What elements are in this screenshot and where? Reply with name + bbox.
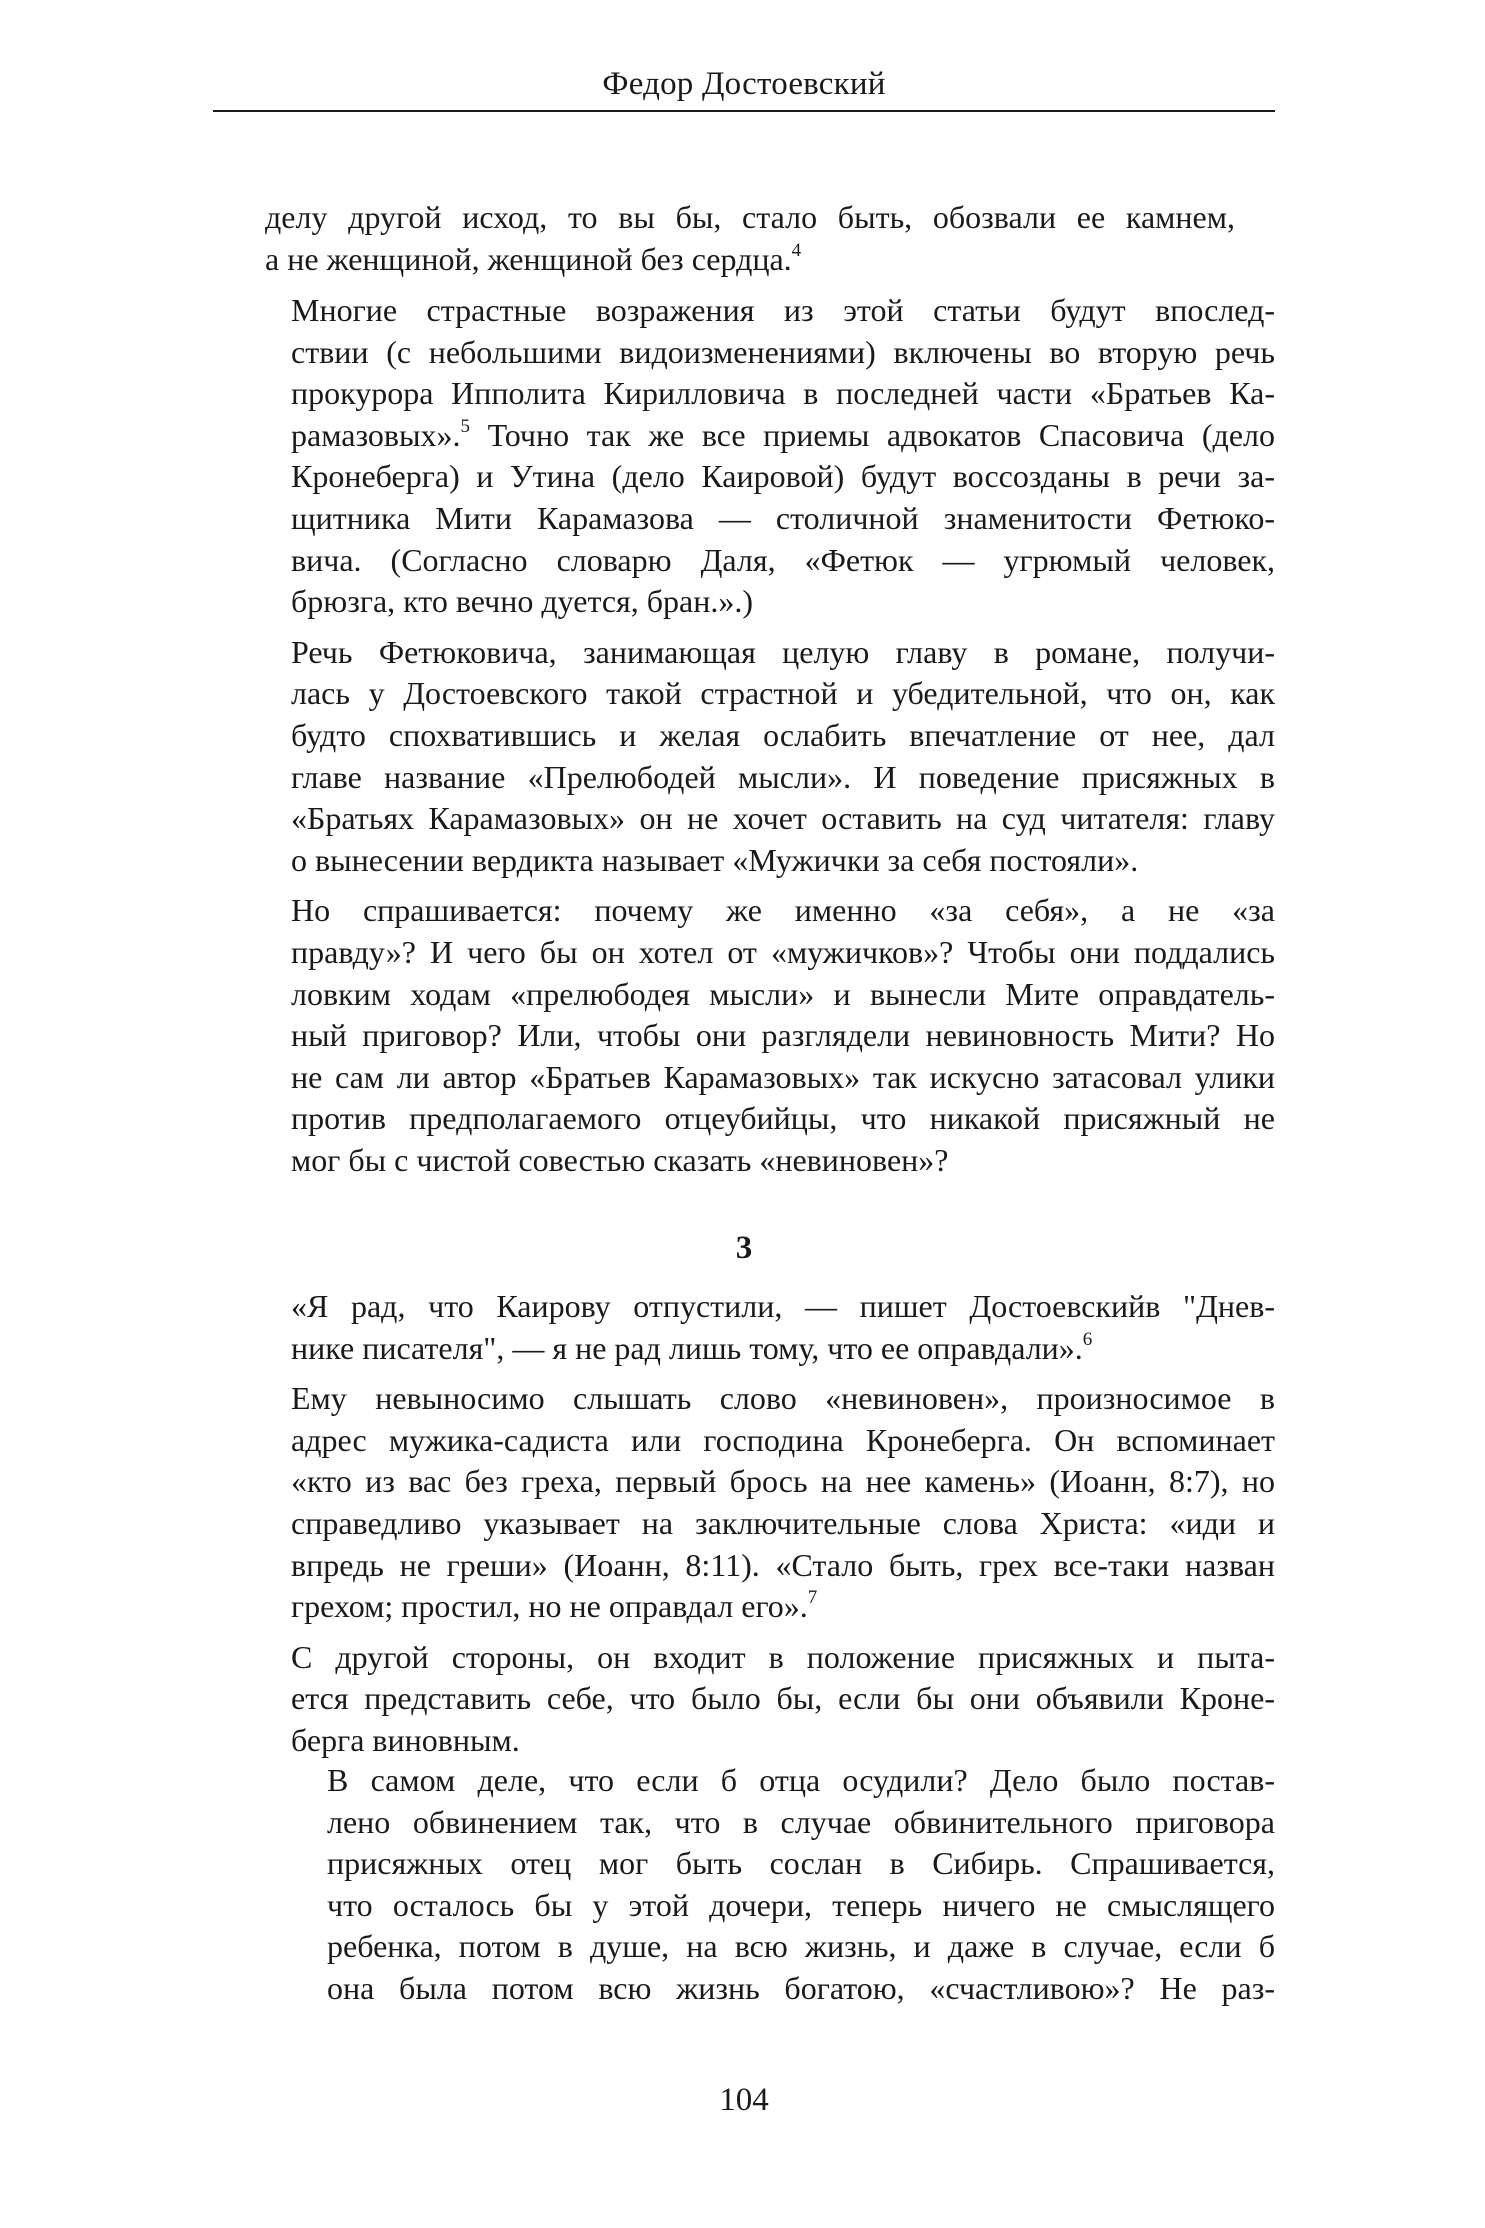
text-fragment: грехом; простил, но не оправдал его». — [291, 1588, 808, 1625]
text-line: «кто из вас без греха, первый брось на нее камень» (Иоанн, 8:7), но — [291, 1463, 1275, 1500]
footnote-marker: 6 — [1082, 1328, 1093, 1350]
text-line: ствии (с небольшими видоизменениями) включены во вторую речь — [291, 333, 1275, 370]
text-fragment: Точно так же все приемы адвокатов Спасовича (дело — [487, 416, 1276, 453]
paragraph — [213, 1378, 1275, 1628]
text-line: «Я рад, что Каирову отпустили, — пишет Достоевскийв "Днев- — [291, 1288, 1275, 1324]
text-line: щитника Мити Карамазова — столичной знаменитости Фетюко- — [291, 499, 1275, 536]
text-line: лено обвинением так, что в случае обвинительного приговора — [327, 1803, 1275, 1840]
footnote-marker: 5 — [460, 415, 470, 437]
page-number: 104 — [719, 2082, 769, 2118]
text-line — [213, 1586, 1275, 1628]
text-line: берга виновным. — [291, 1721, 520, 1758]
text-line: ется представить себе, что было бы, если бы они объявили Кроне- — [291, 1680, 1275, 1717]
text-fragment: нике писателя", — я не рад лишь тому, что ее оправдали». — [291, 1329, 1083, 1366]
text-line — [213, 415, 1275, 457]
text-line: главе название «Прелюбодей мысли». И поведение присяжных в — [291, 758, 1275, 795]
footnote-marker: 7 — [807, 1587, 818, 1609]
text-line: справедливо указывает на заключительные слова Христа: «иди и — [291, 1504, 1275, 1541]
text-line — [265, 239, 1235, 281]
footnote-marker: 4 — [791, 239, 802, 261]
text-line: лась у Достоевского такой страстной и убедительной, что он, как — [291, 675, 1275, 712]
text-line — [213, 1328, 1275, 1370]
text-line: С другой стороны, он входит в положение присяжных и пыта- — [291, 1638, 1275, 1675]
quote-top-paragraph — [265, 197, 1235, 280]
text-line: ребенка, потом в душе, на всю жизнь, и даже в случае, если б — [327, 1928, 1275, 1965]
paragraph — [213, 1637, 1275, 1762]
text-line: не сам ли автор «Братьев Карамазовых» так искусно затасовал улики — [291, 1058, 1275, 1095]
text-line: она была потом всю жизнь богатою, «счастливою»? Не раз- — [327, 1969, 1275, 2006]
text-line: Кронеберга) и Утина (дело Каировой) будут воссозданы в речи за- — [291, 458, 1275, 495]
quote-bottom-paragraph — [265, 1760, 1275, 2010]
quote-bottom — [265, 1760, 1275, 2019]
quote-top — [265, 197, 1235, 289]
text-line: вича. (Согласно словарю Даля, «Фетюк — угрюмый человек, — [291, 541, 1275, 578]
paragraph — [213, 290, 1275, 623]
text-line: Речь Фетюковича, занимающая целую главу в романе, получи- — [291, 633, 1275, 670]
text-line: Ему невыносимо слышать слово «невиновен», произносимое в — [291, 1380, 1275, 1417]
running-head: Федор Достоевский — [602, 66, 886, 102]
text-line: «Братьях Карамазовых» он не хочет оставить на суд читателя: главу — [291, 800, 1275, 837]
text-line: адрес мужика-садиста или господина Кронеберга. Он вспоминает — [291, 1421, 1275, 1458]
text-line: брюзга, кто вечно дуется, бран.».) — [291, 583, 754, 620]
text-line: против предполагаемого отцеубийцы, что никакой присяжный не — [291, 1100, 1275, 1137]
paragraph — [213, 890, 1275, 1181]
section-number: 3 — [735, 1230, 753, 1266]
text-line: мог бы с чистой совестью сказать «невиновен»? — [291, 1141, 949, 1178]
text-fragment: а не женщиной, женщиной без сердца. — [265, 240, 792, 277]
paragraph — [213, 1286, 1275, 1369]
section-3-body — [213, 1286, 1275, 1771]
text-line: будто спохватившись и желая ослабить впечатление от нее, дал — [291, 716, 1275, 753]
text-line: делу другой исход, то вы бы, стало быть, обозвали ее камнем, — [265, 199, 1235, 235]
text-line: о вынесении вердикта называет «Мужички за себя постояли». — [291, 841, 1139, 878]
text-line: Многие страстные возражения из этой статьи будут впослед- — [291, 292, 1275, 328]
section-2-body — [213, 290, 1275, 1190]
text-line: что осталось бы у этой дочери, теперь ничего не смыслящего — [327, 1886, 1275, 1923]
text-fragment: рамазовых». — [291, 416, 461, 453]
text-line: ловким ходам «прелюбодея мысли» и вынесли Мите оправдатель- — [291, 975, 1275, 1012]
text-line: ный приговор? Или, чтобы они разглядели невиновность Мити? Но — [291, 1017, 1275, 1054]
text-line: Но спрашивается: почему же именно «за себя», а не «за — [291, 892, 1275, 929]
text-line: В самом деле, что если б отца осудили? Дело было постав- — [327, 1762, 1275, 1798]
text-line: прокурора Ипполита Кирилловича в последней части «Братьев Ка- — [291, 375, 1275, 412]
paragraph — [213, 632, 1275, 882]
text-line: присяжных отец мог быть сослан в Сибирь. Спрашивается, — [327, 1845, 1275, 1882]
text-line: правду»? И чего бы он хотел от «мужичков»? Чтобы они поддались — [291, 933, 1275, 970]
text-line: впредь не греши» (Иоанн, 8:11). «Стало быть, грех все-таки назван — [291, 1546, 1275, 1583]
header-rule — [213, 110, 1275, 112]
